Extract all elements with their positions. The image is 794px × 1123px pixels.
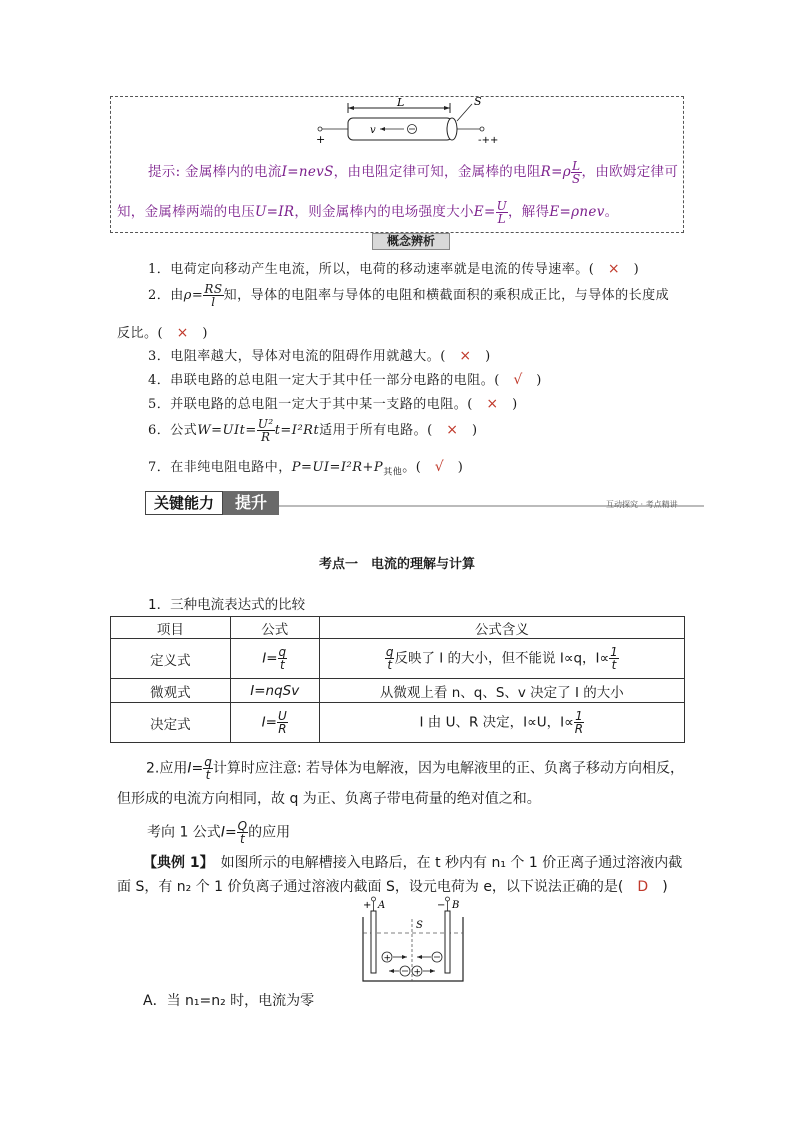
section-banner: [145, 491, 279, 515]
label-L: L: [397, 96, 405, 109]
concept-item-1: 1．电荷定向移动产生电流，所以，电荷的移动速率就是电流的传导速率。( × ): [148, 261, 640, 277]
header-cell: 项目: [111, 617, 231, 639]
comparison-table: [110, 616, 685, 743]
concept-tag: 概念辨析: [372, 233, 450, 250]
para-2-line-2: 但形成的电流方向相同，故 q 为正、负离子带电荷量的绝对值之和。: [117, 791, 541, 807]
electrode-a: [371, 911, 376, 973]
concept-item-5: 5．并联电路的总电阻一定大于其中某一支路的电阻。( × ): [148, 396, 518, 412]
row-name: 定义式: [111, 639, 231, 679]
table-row: [111, 639, 685, 679]
svg-text:−: −: [437, 900, 446, 911]
row-formula: I= $\frac{U}{R}$: [230, 703, 319, 743]
svg-text:+: +: [413, 967, 422, 978]
right-pole-label: -++: [478, 135, 499, 146]
label-S: S: [474, 96, 482, 108]
table-row: [111, 703, 685, 743]
example-line-1: 【典例 1】 如图所示的电解槽接入电路后，在 t 秒内有 n₁ 个 1 价正离子通过溶液内截: [143, 855, 683, 871]
hint-line-1: 提示: 金属棒内的电流I=nevS，由电阻定律可知，金属棒的电阻R=ρ $\frac{L}{S}$ ，由欧姆定律可: [148, 159, 679, 186]
example-line-2: 面 S，有 n₂ 个 1 价负离子通过溶液内截面 S，设元电荷为 e，以下说法正确的是( D ): [117, 879, 668, 895]
banner-right: 提升: [223, 491, 279, 515]
svg-text:+: +: [363, 900, 372, 911]
row-formula: I=nqSv: [230, 679, 319, 703]
concept-item-6: 6．公式W=UIt= $\frac{\text{U²}}{R}$ t=I²Rt适用于所有电路。( × ): [148, 417, 478, 444]
concept-item-2: 2．由ρ= $\frac{RS}{l}$ 知，导体的电阻率与导体的电阻和横截面积的乘积成正比，与导体的长度成: [148, 282, 670, 309]
electrolytic-cell-diagram: [355, 895, 475, 987]
svg-text:+: +: [383, 953, 392, 964]
banner-left: 关键能力: [145, 491, 223, 515]
header-cell: 公式含义: [319, 617, 684, 639]
para-2-line-1: 2.应用I= $\frac{q}{t}$ 计算时应注意: 若导体为电解液，因为电解液里的正、负离子移动方向相反，: [146, 755, 685, 782]
hint-line-2: 知，金属棒两端的电压U=IR，则金属棒内的电场强度大小E= $\frac{U}{L}$ ，解得E=ρnev。: [117, 199, 619, 226]
header-cell: 公式: [230, 617, 319, 639]
row-meaning: 从微观上看 n、q、S、v 决定了 I 的大小: [319, 679, 684, 703]
option-a: A．当 n₁=n₂ 时，电流为零: [143, 993, 315, 1009]
label-v: v: [370, 125, 376, 136]
rod-diagram: [300, 96, 510, 148]
concept-item-3: 3．电阻率越大，导体对电流的阻碍作用就越大。( × ): [148, 348, 491, 364]
concept-item-7: 7．在非纯电阻电路中，$P=UI=I^2R+P_{其他}$。( √ ): [148, 459, 464, 478]
electrode-b: [445, 911, 450, 973]
section-1-title: 1．三种电流表达式的比较: [148, 597, 306, 613]
table-header-row: [111, 617, 685, 639]
concept-item-4: 4．串联电路的总电阻一定大于其中任一部分电路的电阻。( √ ): [148, 372, 542, 388]
banner-side-text: 互动探究 · 考点精讲: [606, 500, 678, 509]
concept-item-2-cont: 反比。( × ): [117, 325, 208, 341]
svg-text:S: S: [416, 920, 423, 931]
row-meaning: $\frac{q}{t}$ 反映了 I 的大小，但不能说 I∝q，I∝ $\frac{1}{t}$: [319, 639, 684, 679]
row-formula: I= $\frac{q}{t}$: [230, 639, 319, 679]
direction-title: 考向 1 公式I= $\frac{Q}{t}$ 的应用: [147, 819, 291, 846]
plus-label: +: [316, 133, 326, 146]
row-meaning: I 由 U、R 决定，I∝U，I∝ $\frac{1}{R}$: [319, 703, 684, 743]
answer: D: [637, 879, 649, 895]
table-row: [111, 679, 685, 703]
section-heading: 考点一 电流的理解与计算: [318, 557, 475, 572]
label-B: B: [452, 900, 460, 911]
row-name: 微观式: [111, 679, 231, 703]
label-A: A: [378, 900, 386, 911]
row-name: 决定式: [111, 703, 231, 743]
